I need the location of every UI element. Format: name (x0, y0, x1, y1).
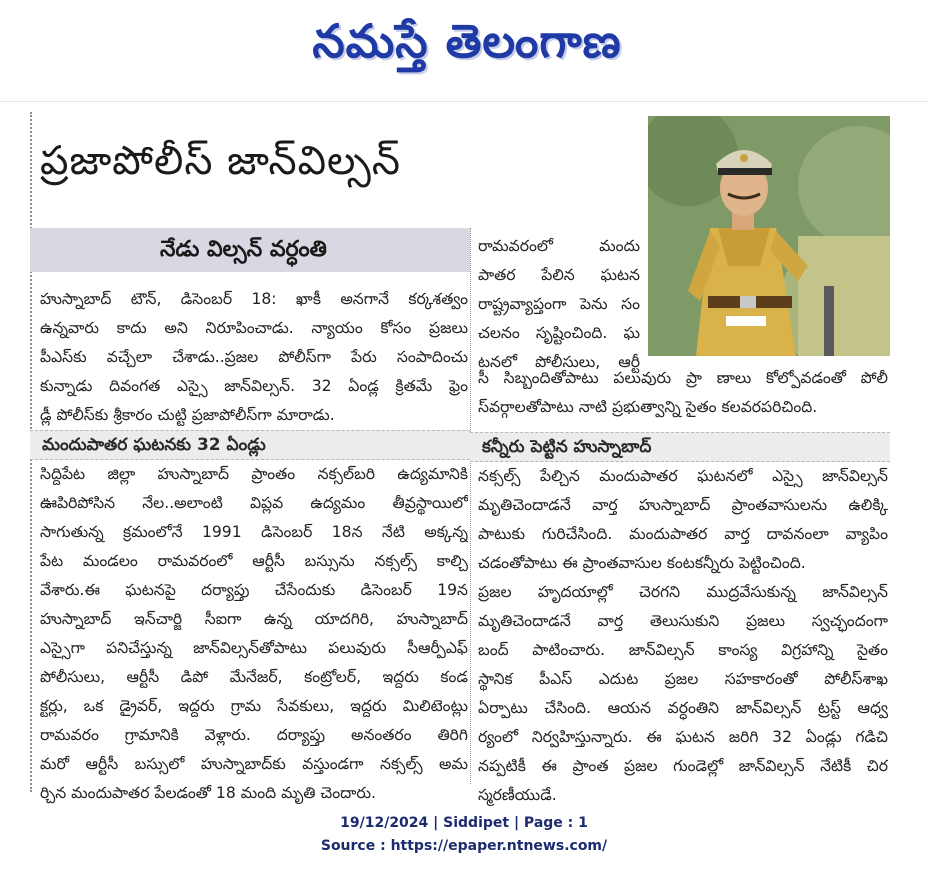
text-line: టనలో పోలీసులు, ఆర్టీ (478, 353, 640, 371)
text-line: ఊపిరిపోసిన నేల..అలాంటి విప్లవ ఉద్యమం తీవ్రస్థాయిలో (40, 494, 468, 512)
text-line: బంద్ పాటించారు. జాన్‌విల్సన్ కాంస్య విగ్రహాన్ని సైతం (478, 641, 888, 659)
text-line: మృతిచెందాడనే వార్త తెలుసుకుని ప్రజలు స్వచ్ఛందంగా (478, 612, 888, 630)
text-line: ఏర్పాటు చేసింది. ఆయన వర్ధంతిని జాన్‌విల్సన్ ట్రస్ట్ ఆధ్వ (478, 699, 888, 717)
section-heading-bar (470, 432, 890, 462)
text-line: ఉన్నవారు కాదు అని నిరూపించాడు. న్యాయం కోసం ప్రజలు (40, 319, 468, 337)
column2-mid-paragraph (478, 364, 888, 422)
text-line: కున్నాడు దివంగత ఎస్సై జాన్‌విల్సన్. 32 ఏండ్ల క్రితమే ఫ్రెం (40, 377, 468, 395)
section-heading: కన్నీరు పెట్టిన హుస్నాబాద్ (482, 437, 652, 457)
text-line: పోలీసులు, ఆర్టీసీ డిపో మేనేజర్, కంట్రోలర్, ఇద్దరు కండ (40, 668, 468, 686)
text-line: చడంతోపాటు ఈ ప్రాంతవాసుల కంటకన్నీరు పెట్టించింది. (478, 554, 806, 572)
text-line: పాతర పేలిన ఘటన (478, 266, 640, 284)
text-line: పీఎస్‌కు వచ్చేలా చేశాడు..ప్రజల పోలీస్‌గా పేరు సంపాదించు (40, 348, 468, 366)
masthead-divider (0, 101, 928, 102)
text-line: హుస్నాబాద్ ఇన్‌చార్జి సీఐగా ఉన్న యాదగిరి, హుస్నాబాద్ (40, 610, 468, 628)
text-line: రామవరంలో మందు (478, 237, 640, 255)
text-line: సాగుతున్న క్రమంలోనే 1991 డిసెంబర్ 18న నేటి అక్కన్న (40, 523, 468, 541)
subheadline-bar (30, 228, 470, 272)
text-line: స్మరణీయుడే. (478, 786, 557, 804)
article-headline: ప్రజాపోలీస్ జాన్‌విల్సన్ (40, 138, 401, 184)
text-line: స్‌వర్గాలతోపాటు నాటి ప్రభుత్వాన్ని సైతం కలవరపరిచింది. (478, 398, 818, 416)
text-line: పేట మండలం రామవరంలో ఆర్టీసీ బస్సును నక్సల్స్ కాల్చి (40, 552, 468, 570)
text-line: పాటుకు గురిచేసింది. మందుపాతర వార్త దావనంలా వ్యాపిం (478, 525, 888, 543)
section-heading: మందుపాతర ఘటనకు 32 ఏండ్లు (42, 435, 266, 455)
text-line: ఎస్సైగా పనిచేస్తున్న జాన్‌విల్సన్‌తోపాటు పలువురు సీఆర్పీఎఫ్ (40, 639, 468, 657)
statue-illustration-icon (648, 116, 890, 356)
subheadline: నేడు విల్సన్ వర్ధంతి (160, 237, 327, 262)
text-line: నక్సల్స్ పేల్చిన మందుపాతర ఘటనలో ఎస్సై జాన్‌విల్సన్ (478, 467, 888, 485)
text-line: మరో ఆర్టీసీ బస్సులో హుస్నాబాద్‌కు వస్తుండగా నక్సల్స్ అమ (40, 755, 468, 773)
intro-paragraph (40, 285, 468, 430)
text-line: మృతిచెందాడనే వార్త హుస్నాబాద్ ప్రాంతవాసులను ఉలిక్కి (478, 496, 888, 514)
text-line: రామవరం గ్రామానికి వెళ్లారు. దర్యాప్తు అనంతరం తిరిగి (40, 726, 468, 744)
newspaper-logo: నమస్తే తెలంగాణ (312, 14, 622, 68)
text-line: చలనం సృష్టించింది. ఘ (478, 324, 640, 342)
text-line: వేశారు.ఈ ఘటనపై దర్యాప్తు చేసేందుకు డిసెంబర్ 19న (40, 581, 468, 599)
text-line: సిద్దిపేట జిల్లా హుస్నాబాద్ ప్రాంతం నక్సల్‌బరి ఉద్యమానికి (40, 465, 468, 483)
text-line: సీ సిబ్బందితోపాటు పలువురు ప్రా ణాలు కోల్పోవడంతో పోలీ (478, 369, 888, 387)
text-line: డ్లీ పోలీస్‌కు శ్రీకారం చుట్టి ప్రజాపోలీస్‌గా మారాడు. (40, 406, 335, 424)
text-line: స్థానిక పీఎస్ ఎదుట ప్రజల సహకారంతో పోలీస్‌శాఖ (478, 670, 888, 688)
text-line: క్టర్లు, ఒక డ్రైవర్, ఇద్దరు గ్రామ సేవకులు, ఇద్దరు మిలిటెంట్లు (40, 697, 468, 715)
column2-paragraph (478, 462, 888, 810)
statue-photo (648, 116, 890, 356)
footer-source-link[interactable]: Source : https://epaper.ntnews.com/ (320, 838, 608, 854)
masthead (0, 0, 928, 102)
text-line: ర్చిన మందుపాతర పేలడంతో 18 మంది మృతి చెందారు. (40, 784, 376, 802)
column2-top-paragraph (478, 232, 640, 377)
text-line: నప్పటికీ ఈ ప్రాంత ప్రజల గుండెల్లో జాన్‌విల్సన్ నేటికీ చిర (478, 757, 888, 775)
text-line: ర్యంలో నిర్వహిస్తున్నారు. ఈ ఘటన జరిగి 32 ఏండ్లు గడిచి (478, 728, 888, 746)
text-line: రాష్ట్రవ్యాప్తంగా పెను సం (478, 295, 640, 313)
column-divider (470, 228, 472, 784)
footer-date-page: 19/12/2024 | Siddipet | Page : 1 (340, 815, 588, 831)
column1-paragraph (40, 460, 468, 808)
text-line: హుస్నాబాద్ టౌన్, డిసెంబర్ 18: ఖాకీ అనగానే కర్కశత్వం (40, 290, 468, 308)
section-heading-bar (30, 430, 470, 460)
text-line: ప్రజల హృదయాల్లో చెరగని ముద్రవేసుకున్న జాన్‌విల్సన్ (478, 583, 888, 601)
